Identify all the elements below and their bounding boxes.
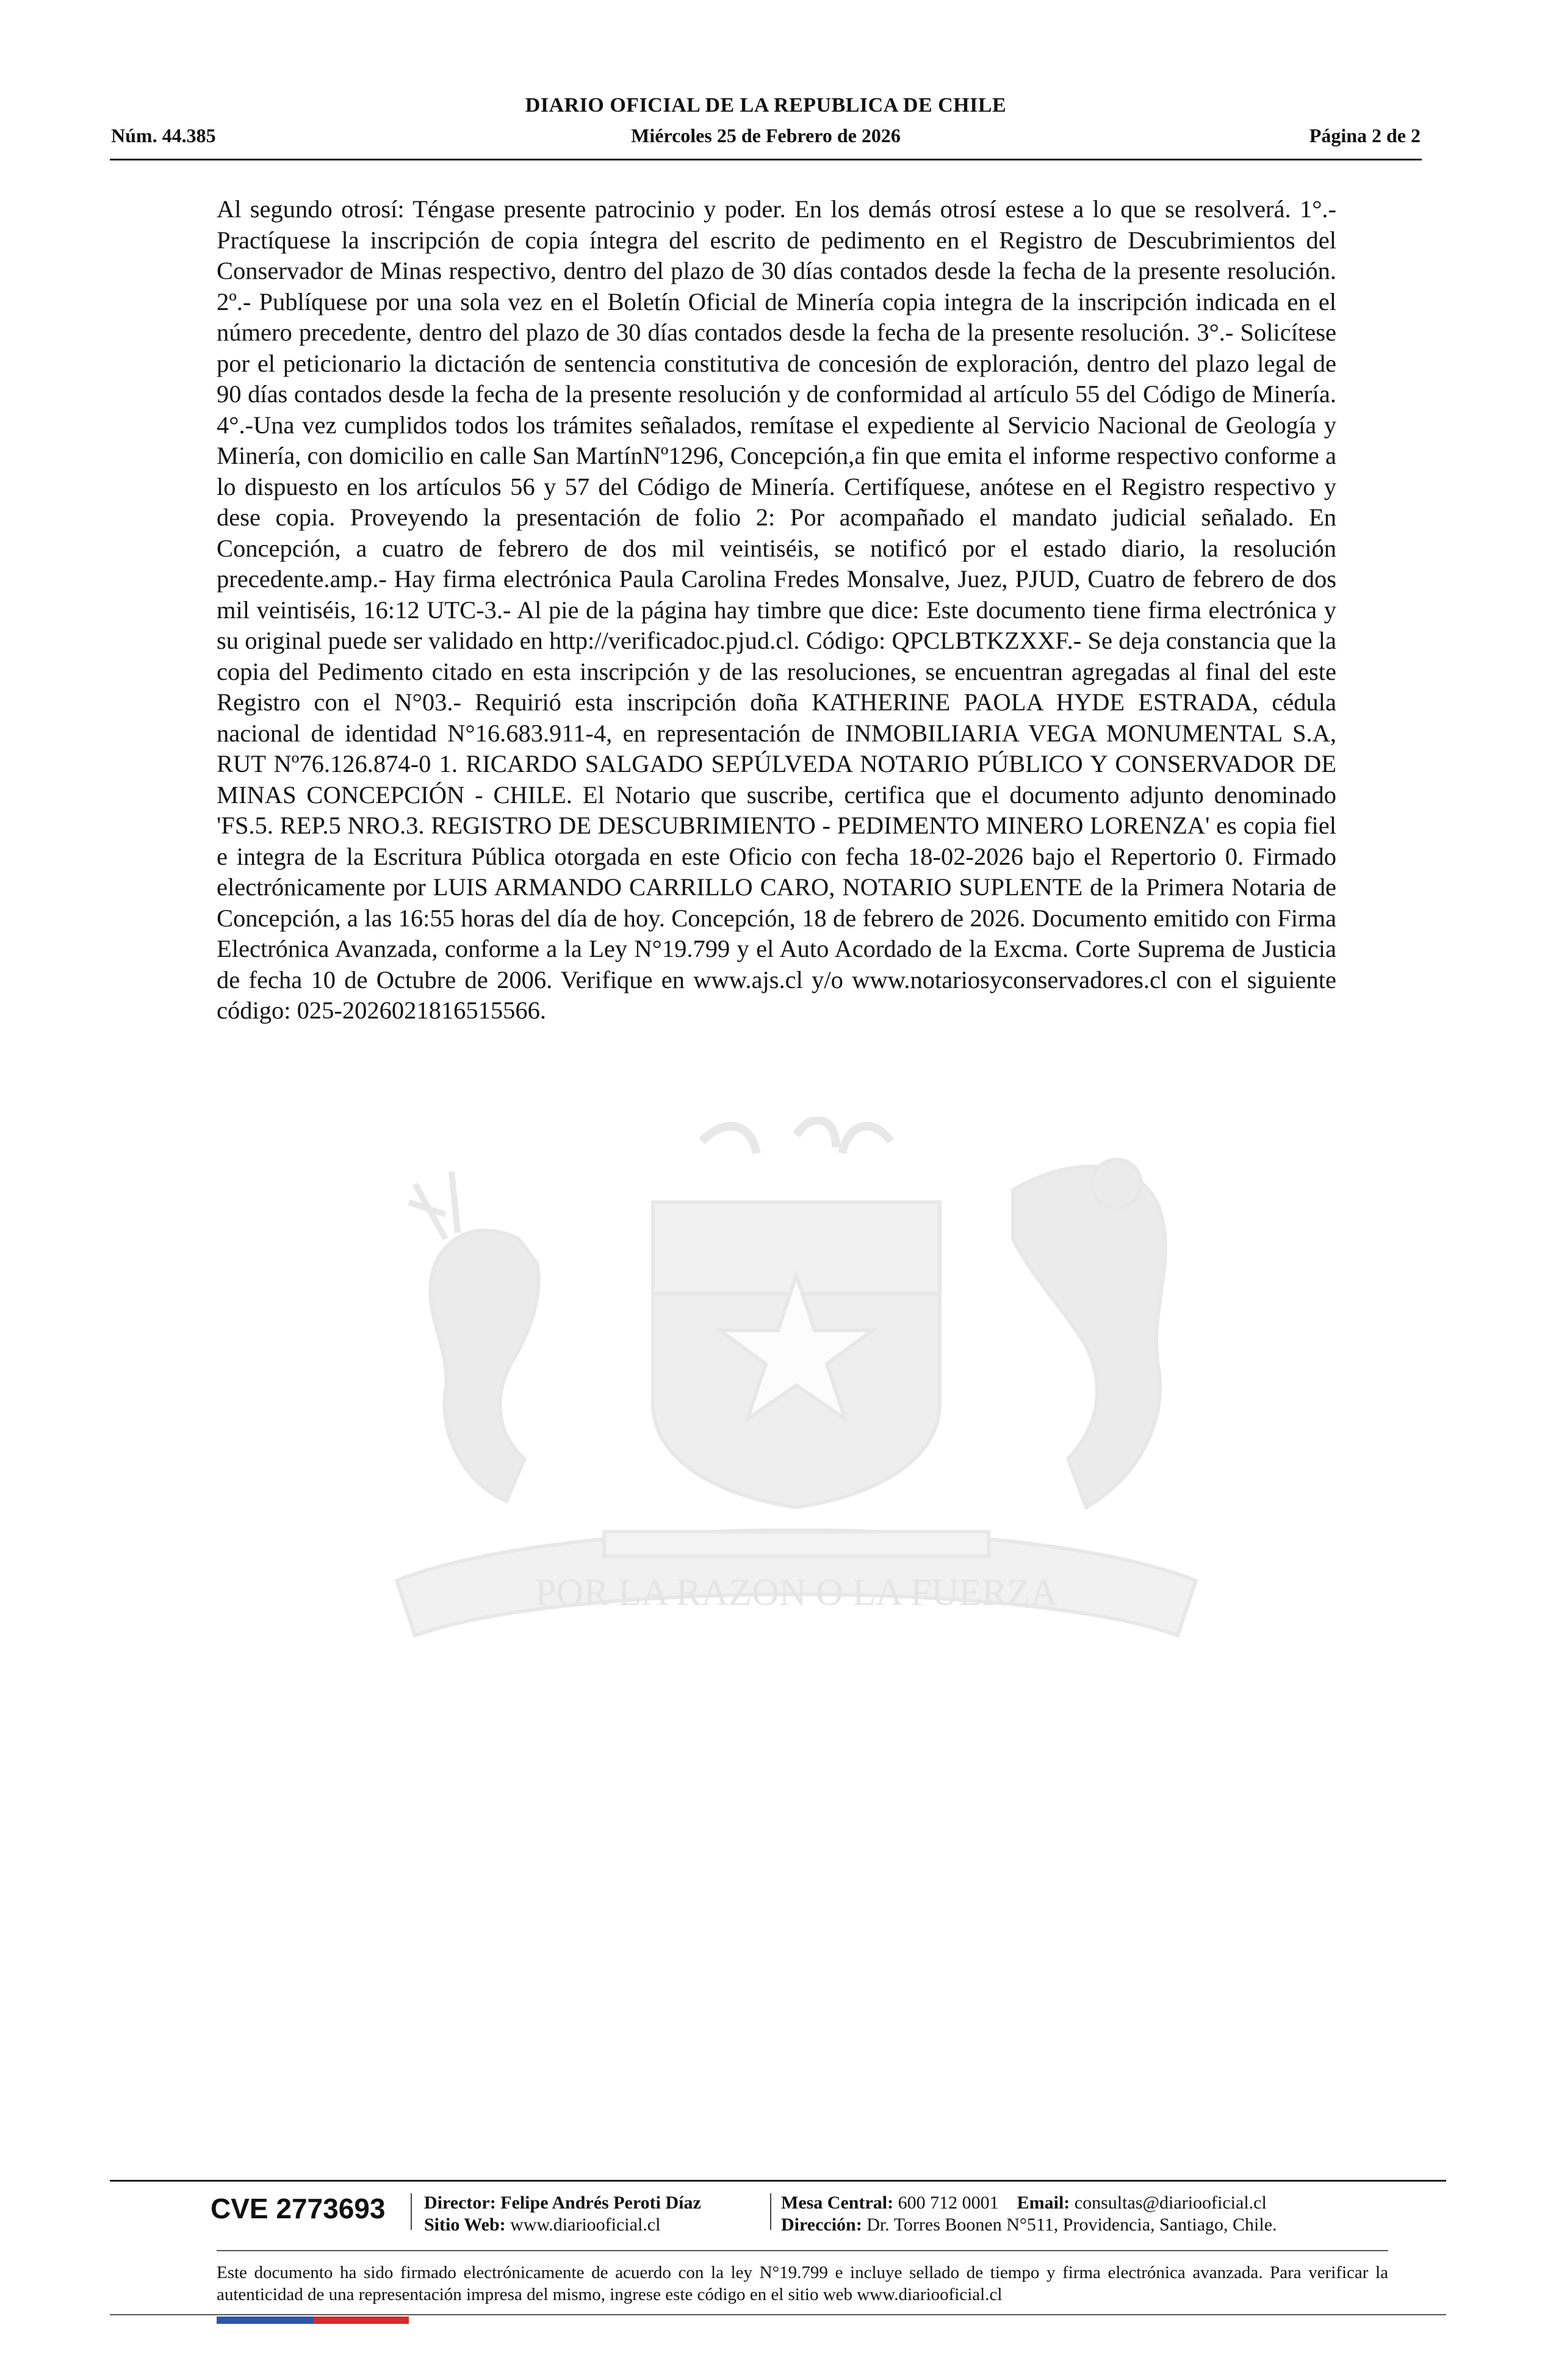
page-number: Página 2 de 2 (1309, 124, 1421, 146)
flag-blue-segment (217, 2317, 313, 2324)
footer-legal-notice: Este documento ha sido firmado electrónicamente de acuerdo con la ley N°19.799 e incluye sellado de tiempo y firma electrónica avanzada. Para verificar la autenticidad de una representación impresa del mismo, ingrese este código en el sitio web www.diariooficial.cl (217, 2263, 1388, 2304)
director-name: Felipe Andrés Peroti Díaz (500, 2193, 701, 2213)
footer-contact-block (781, 2192, 1277, 2236)
footer-mid-rule (217, 2250, 1388, 2251)
newspaper-title: DIARIO OFICIAL DE LA REPUBLICA DE CHILE (525, 94, 1007, 117)
address-label: Dirección: (781, 2215, 862, 2235)
address-value: Dr. Torres Boonen N°511, Providencia, Santiago, Chile. (866, 2215, 1277, 2235)
website-link[interactable]: www.diariooficial.cl (510, 2215, 661, 2235)
watermark-motto: POR LA RAZON O LA FUERZA (535, 1572, 1058, 1614)
article-body: Al segundo otrosí: Téngase presente patrocinio y poder. En los demás otrosí estese a lo que se resolverá. 1°.- Practíquese la inscripción de copia íntegra del escrito de pedimento en el Registro de Descubrimientos del Conservador de Minas respectivo, dentro del plazo de 30 días contados desde la fecha de la presente resolución. 2º.- Publíquese por una sola vez en el Boletín Oficial de Minería copia integra de la inscripción indicada en el número precedente, dentro del plazo de 30 días contados desde la fecha de la presente resolución. 3°.- Solicítese por el peticionario la dictación de sentencia constitutiva de concesión de exploración, dentro del plazo legal de 90 días contados desde la fecha de la presente resolución y de conformidad al artículo 55 del Código de Minería. 4°.-Una vez cumplidos todos los trámites señalados, remítase el expediente al Servicio Nacional de Geología y Minería, con domicilio en calle San MartínNº1296, Concepción,a fin que emita el informe respectivo conforme a lo dispuesto en los artículos 56 y 57 del Código de Minería. Certifíquese, anótese en el Registro respectivo y dese copia. Proveyendo la presentación de folio 2: Por acompañado el mandato judicial señalado. En Concepción, a cuatro de febrero de dos mil veintiséis, se notificó por el estado diario, la resolución precedente.amp.- Hay firma electrónica Paula Carolina Fredes Monsalve, Juez, PJUD, Cuatro de febrero de dos mil veintiséis, 16:12 UTC-3.- Al pie de la página hay timbre que dice: Este documento tiene firma electrónica y su original puede ser validado en http://verificadoc.pjud.cl. Código: QPCLBTKZXXF.- Se deja constancia que la copia del Pedimento citado en esta inscripción y de las resoluciones, se encuentran agregadas al final del este Registro con el N°03.- Requirió esta inscripción doña KATHERINE PAOLA HYDE ESTRADA, cédula nacional de identidad N°16.683.911-4, en representación de INMOBILIARIA VEGA MONUMENTAL S.A, RUT Nº76.126.874-0 1. RICARDO SALGADO SEPÚLVEDA NOTARIO PÚBLICO Y CONSERVADOR DE MINAS CONCEPCIÓN - CHILE. El Notario que suscribe, certifica que el documento adjunto denominado 'FS.5. REP.5 NRO.3. REGISTRO DE DESCUBRIMIENTO - PEDIMENTO MINERO LORENZA' es copia fiel e integra de la Escritura Pública otorgada en este Oficio con fecha 18-02-2026 bajo el Repertorio 0. Firmado electrónicamente por LUIS ARMANDO CARRILLO CARO, NOTARIO SUPLENTE de la Primera Notaria de Concepción, a las 16:55 horas del día de hoy. Concepción, 18 de febrero de 2026. Documento emitido con Firma Electrónica Avanzada, conforme a la Ley N°19.799 y el Auto Acordado de la Excma. Corte Suprema de Justicia de fecha 10 de Octubre de 2006. Verifique en www.ajs.cl y/o www.notariosyconservadores.cl con el siguiente código: 025-2026021816515566. (217, 195, 1336, 1024)
issue-number: Núm. 44.385 (111, 124, 216, 146)
flag-color-bar (217, 2317, 409, 2324)
cve-code: CVE 2773693 (211, 2193, 386, 2224)
page-header (110, 92, 1422, 160)
mesa-phone: 600 712 0001 (898, 2193, 999, 2213)
director-label: Director: (424, 2193, 496, 2213)
footer-divider (411, 2193, 412, 2230)
flag-red-segment (313, 2317, 409, 2324)
website-label: Sitio Web: (424, 2215, 506, 2235)
page-footer (110, 2180, 1446, 2363)
mesa-label: Mesa Central: (781, 2193, 894, 2213)
footer-director-block (424, 2192, 701, 2236)
footer-divider (770, 2193, 771, 2230)
issue-date: Miércoles 25 de Febrero de 2026 (631, 124, 901, 146)
email-label: Email: (1017, 2193, 1070, 2213)
footer-top-rule (110, 2180, 1446, 2182)
coat-of-arms-watermark-icon (262, 1117, 1330, 1684)
footer-bottom-rule (110, 2314, 1446, 2315)
email-link[interactable]: consultas@diariooficial.cl (1074, 2193, 1267, 2213)
